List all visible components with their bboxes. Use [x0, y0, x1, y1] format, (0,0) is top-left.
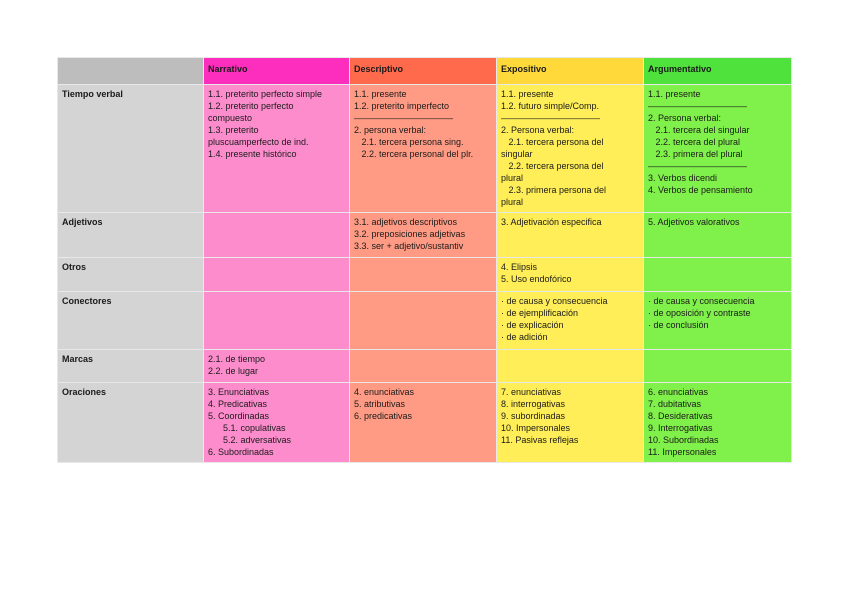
cell-line: 2. persona verbal: — [354, 125, 427, 135]
row-otros — [58, 258, 792, 292]
cell-narrativo — [204, 85, 350, 213]
cell-narrativo — [204, 213, 350, 258]
cell-argumentativo — [644, 292, 792, 350]
cell-line: 7. enunciativas — [501, 387, 562, 397]
cell-line: 2.2. tercera persona del — [501, 161, 604, 171]
header-expositivo: Expositivo — [497, 58, 644, 85]
row-adjetivos — [58, 213, 792, 258]
cell-line: 11. Impersonales — [648, 447, 717, 457]
row-label: Oraciones — [58, 383, 204, 463]
cell-line: 9. subordinadas — [501, 411, 566, 421]
cell-expositivo — [497, 85, 644, 213]
row-label: Otros — [58, 258, 204, 292]
header-descriptivo: Descriptivo — [350, 58, 497, 85]
cell-line: 1.1. preterito perfecto simple — [208, 89, 323, 99]
header-row — [58, 58, 792, 85]
cell-argumentativo — [644, 258, 792, 292]
cell-expositivo — [497, 350, 644, 383]
header-argumentativo: Argumentativo — [644, 58, 792, 85]
row-conectores — [58, 292, 792, 350]
row-label: Conectores — [58, 292, 204, 350]
cell-line: 5. atributivas — [354, 399, 406, 409]
cell-line: · de conclusión — [648, 320, 709, 330]
cell-line: 3.2. preposiciones adjetivas — [354, 229, 466, 239]
cell-line: 3. Adjetivación especifica — [501, 217, 602, 227]
cell-line: ——————————— — [648, 161, 747, 171]
cell-line: 2. Persona verbal: — [501, 125, 575, 135]
row-label: Marcas — [58, 350, 204, 383]
cell-line: · de adición — [501, 332, 548, 342]
header-corner — [58, 58, 204, 85]
cell-line: · de explicación — [501, 320, 564, 330]
cell-line: 11. Pasivas reflejas — [501, 435, 579, 445]
cell-line: · de ejemplificación — [501, 308, 579, 318]
cell-line: 2.1. tercera persona sing. — [354, 137, 464, 147]
cell-expositivo — [497, 213, 644, 258]
row-tiempo-verbal — [58, 85, 792, 213]
cell-descriptivo — [350, 213, 497, 258]
cell-narrativo — [204, 350, 350, 383]
cell-line: 3. Enunciativas — [208, 387, 270, 397]
cell-line: compuesto — [208, 113, 253, 123]
cell-descriptivo — [350, 292, 497, 350]
cell-line: 3.1. adjetivos descriptivos — [354, 217, 458, 227]
cell-line: 3.3. ser + adjetivo/sustantiv — [354, 241, 464, 251]
cell-argumentativo — [644, 383, 792, 463]
cell-line: 6. enunciativas — [648, 387, 709, 397]
cell-line: 2.2. de lugar — [208, 366, 259, 376]
cell-line: 2.3. primera del plural — [648, 149, 743, 159]
cell-line: 10. Impersonales — [501, 423, 571, 433]
text-types-table — [57, 57, 792, 463]
cell-line: 1.1. presente — [354, 89, 407, 99]
cell-argumentativo — [644, 213, 792, 258]
cell-line: 2.3. primera persona del — [501, 185, 607, 195]
cell-line: 2.1. tercera persona del — [501, 137, 604, 147]
cell-line: 4. Verbos de pensamiento — [648, 185, 753, 195]
row-label: Tiempo verbal — [58, 85, 204, 213]
cell-line: 5. Adjetivos valorativos — [648, 217, 740, 227]
row-label: Adjetivos — [58, 213, 204, 258]
cell-line: 5.2. adversativas — [208, 435, 292, 445]
cell-line: 2.1. tercera del singular — [648, 125, 750, 135]
cell-narrativo — [204, 383, 350, 463]
cell-line: 4. Predicativas — [208, 399, 268, 409]
cell-descriptivo — [350, 383, 497, 463]
cell-line: ——————————— — [648, 101, 747, 111]
cell-line: plural — [501, 197, 524, 207]
cell-descriptivo — [350, 350, 497, 383]
cell-line: 5. Uso endofórico — [501, 274, 572, 284]
cell-line: 5. Coordinadas — [208, 411, 270, 421]
cell-argumentativo — [644, 350, 792, 383]
cell-expositivo — [497, 258, 644, 292]
cell-line: ——————————— — [501, 113, 600, 123]
cell-argumentativo — [644, 85, 792, 213]
cell-expositivo — [497, 292, 644, 350]
cell-line: 6. Subordinadas — [208, 447, 274, 457]
cell-line: 1.2. futuro simple/Comp. — [501, 101, 600, 111]
cell-line: 1.4. presente histórico — [208, 149, 297, 159]
cell-line: pluscuamperfecto de ind. — [208, 137, 309, 147]
cell-line: ——————————— — [354, 113, 453, 123]
cell-line: 10. Subordinadas — [648, 435, 719, 445]
cell-line: 5.1. copulativas — [208, 423, 286, 433]
cell-line: · de causa y consecuencia — [648, 296, 755, 306]
header-narrativo: Narrativo — [204, 58, 350, 85]
cell-narrativo — [204, 258, 350, 292]
cell-line: 2.2. tercera del plural — [648, 137, 741, 147]
cell-line: 2. Persona verbal: — [648, 113, 722, 123]
cell-line: 4. enunciativas — [354, 387, 415, 397]
row-oraciones — [58, 383, 792, 463]
cell-line: 8. interrogativas — [501, 399, 566, 409]
cell-narrativo — [204, 292, 350, 350]
cell-line: 9. Interrogativas — [648, 423, 713, 433]
cell-line: 1.2. preterito imperfecto — [354, 101, 450, 111]
cell-line: plural — [501, 173, 524, 183]
cell-line: singular — [501, 149, 533, 159]
cell-line: 7. dubitativas — [648, 399, 702, 409]
cell-line: 8. Desiderativas — [648, 411, 713, 421]
cell-line: 2.1. de tiempo — [208, 354, 266, 364]
row-marcas — [58, 350, 792, 383]
cell-line: 6. predicativas — [354, 411, 413, 421]
cell-line: · de causa y consecuencia — [501, 296, 608, 306]
cell-descriptivo — [350, 85, 497, 213]
cell-line: 3. Verbos dicendi — [648, 173, 718, 183]
cell-expositivo — [497, 383, 644, 463]
cell-descriptivo — [350, 258, 497, 292]
cell-line: 2.2. tercera personal del plr. — [354, 149, 474, 159]
cell-line: 4. Elipsis — [501, 262, 538, 272]
cell-line: 1.1. presente — [501, 89, 554, 99]
cell-line: · de oposición y contraste — [648, 308, 751, 318]
cell-line: 1.3. preterito — [208, 125, 259, 135]
cell-line: 1.2. preterito perfecto — [208, 101, 294, 111]
cell-line: 1.1. presente — [648, 89, 701, 99]
